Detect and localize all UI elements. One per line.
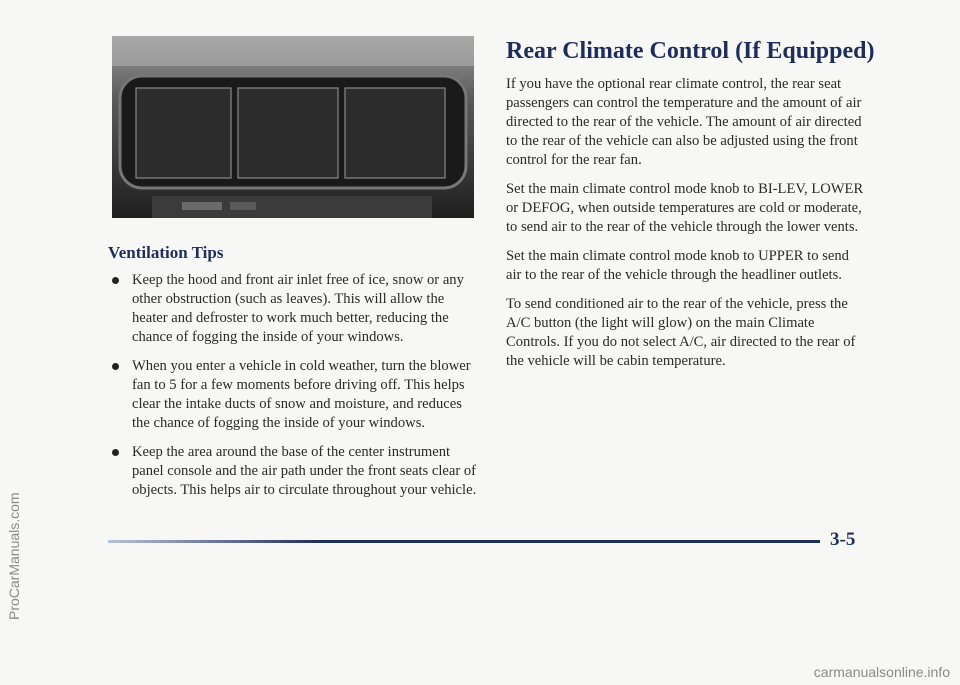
list-item [108, 271, 478, 347]
footer-rule [108, 540, 820, 543]
paragraph: Set the main climate control mode knob to UPPER to send air to the rear of the vehicle through the headliner outlets. [506, 248, 849, 283]
rear-climate-section [506, 38, 875, 381]
list-item [108, 357, 478, 433]
bullet-icon [112, 363, 119, 370]
tip-text: Keep the area around the base of the center instrument panel console and the air path under the front seats clear of objects. This helps air to circulate throughout your vehicle. [132, 444, 477, 498]
vent-photo [112, 36, 474, 218]
tip-text: Keep the hood and front air inlet free of ice, snow or any other obstruction (such as leaves). This will allow the heater and defroster to work much better, reducing the chance of fogging the inside of your windows. [132, 272, 464, 345]
paragraph: To send conditioned air to the rear of the vehicle, press the A/C button (the light will glow) on the main Climate Controls. If you do not select A/C, air directed to the rear of the vehicle will be cabin temperature. [506, 296, 856, 369]
page-title: Rear Climate Control (If Equipped) [506, 38, 875, 64]
page-number: 3-5 [830, 529, 856, 550]
watermark-bottom[interactable]: carmanualsonline.info [813, 664, 950, 680]
bullet-icon [112, 449, 119, 456]
list-item [108, 443, 478, 500]
paragraph: Set the main climate control mode knob to BI-LEV, LOWER or DEFOG, when outside temperatures are cold or moderate, to send air to the rear of the vehicle through the lower vents. [506, 181, 864, 235]
bullet-icon [112, 277, 119, 284]
vent-illustration [112, 36, 474, 218]
tip-text: When you enter a vehicle in cold weather, turn the blower fan to 5 for a few moments before driving off. This helps clear the intake ducts of snow and moisture, and reduces the chance of fogging the inside of your windows. [132, 358, 471, 431]
tips-list [108, 271, 478, 500]
section-heading: Ventilation Tips [108, 243, 224, 262]
paragraph: If you have the optional rear climate control, the rear seat passengers can control the temperature and the amount of air directed to the rear of the vehicle. The amount of air directed to the rear of the vehicle can also be adjusted using the front control for the rear fan. [506, 76, 862, 168]
watermark-left: ProCarManuals.com [6, 492, 22, 620]
ventilation-tips-section [108, 243, 478, 510]
